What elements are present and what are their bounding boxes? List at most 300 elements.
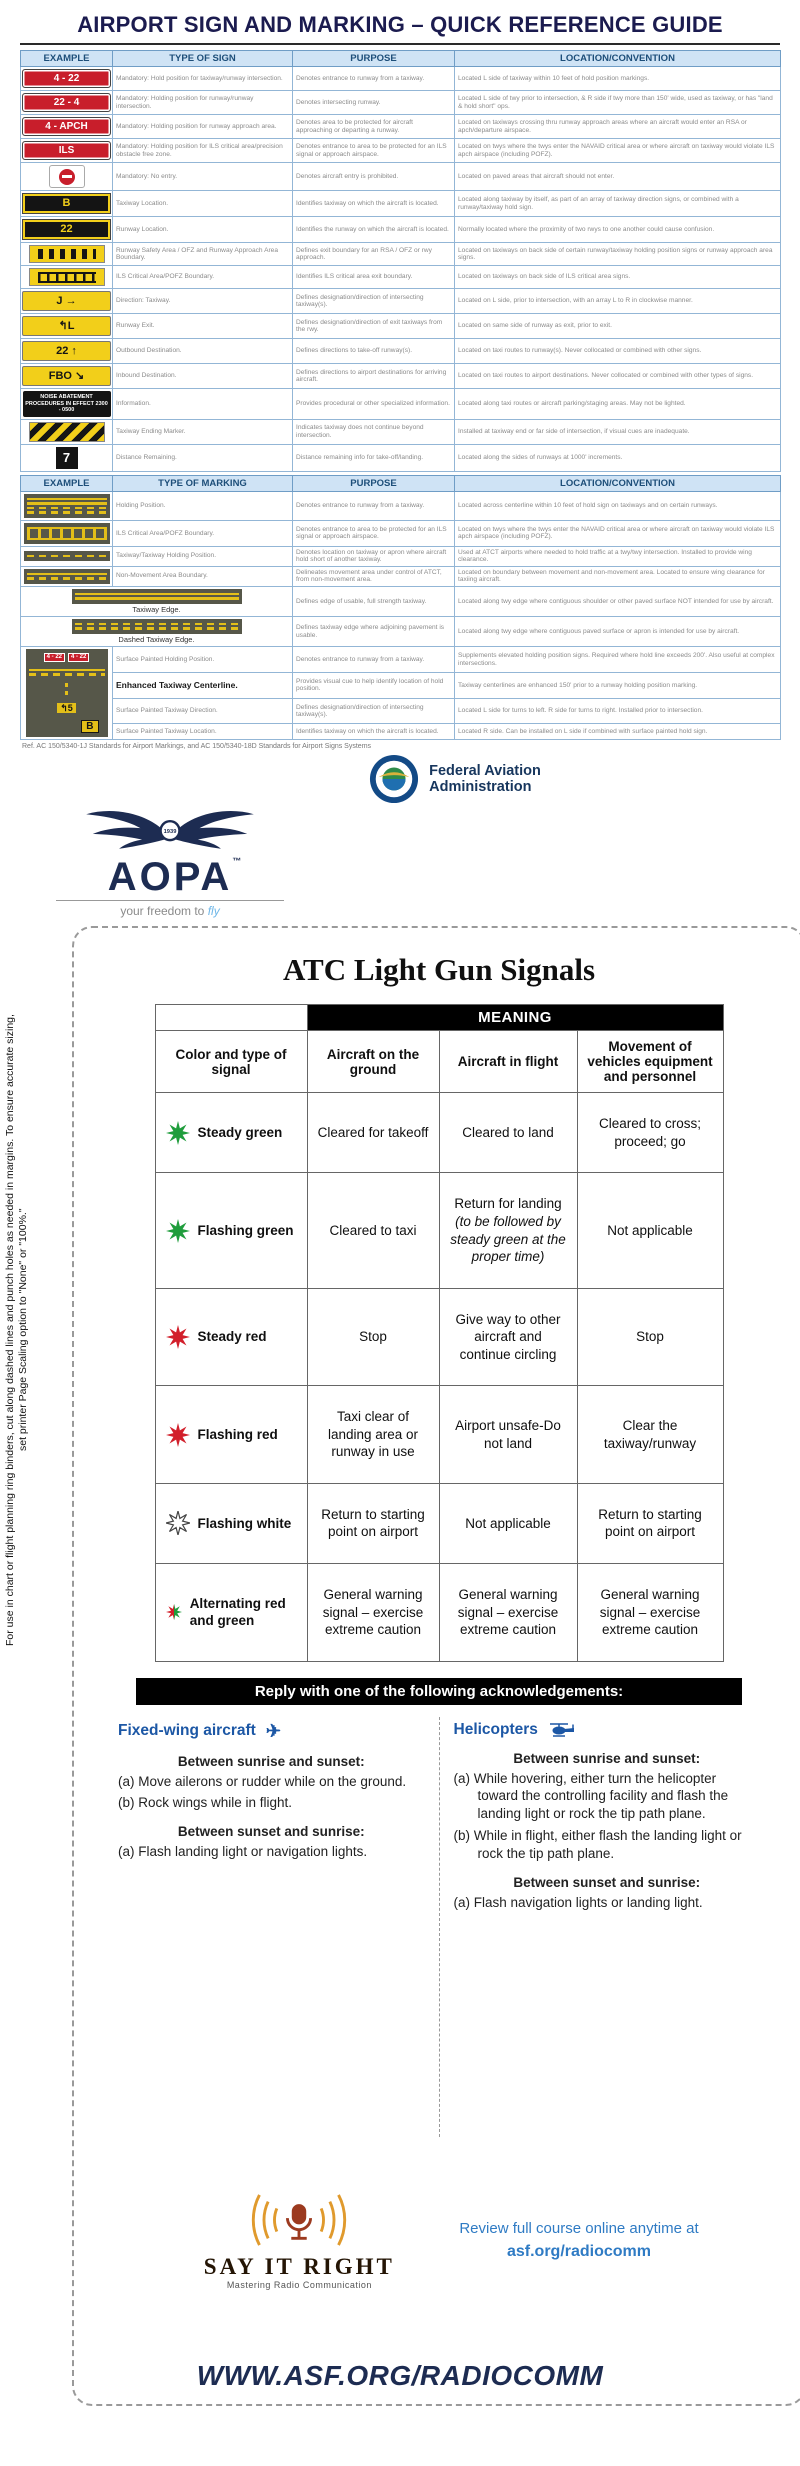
marking-caption: Dashed Taxiway Edge. [118,634,195,644]
ack-heading: Between sunset and sunrise: [513,1874,701,1890]
marking-purpose-cell: Denotes entrance to runway from a taxiway. [293,647,455,673]
sign-type-cell: Taxiway Ending Marker. [113,419,293,444]
signal-wrap [166,1121,301,1145]
no-entry-example [49,165,85,188]
sign-example-cell [21,67,113,91]
sign-text: NOISE ABATEMENT PROCEDURES IN EFFECT 2300 - 0500 [25,394,108,414]
helicopters-title-text: Helicopters [453,1720,538,1738]
sign-row [21,389,781,420]
sign-row [21,314,781,339]
marking-location-cell: Taxiway centerlines are enhanced 150' prior to a runway holding position marking. [455,672,781,698]
sign-location-cell: Located on L side, prior to intersection, with an array L to R in clockwise manner. [455,289,781,314]
sign-location-cell: Located on taxiways on back side of certain runway/taxiway holding position signs or runway approach area signs. [455,243,781,266]
sign-row [21,139,781,163]
footer-url-link[interactable]: WWW.ASF.ORG/RADIOCOMM [196,2360,604,2392]
sign-purpose-cell: Provides procedural or other specialized information. [293,389,455,420]
sign-row [21,289,781,314]
sign-purpose-cell: Defines directions to take-off runway(s). [293,339,455,364]
sign-text: ↰L [58,319,75,332]
sign-example-cell [21,91,113,115]
radio-waves-icon [179,2193,419,2247]
m-composite-example [26,649,108,737]
marking-line [27,507,107,510]
reference-note: Ref. AC 150/5340-1J Standards for Airport Markings, and AC 150/5340-18D Standards for Airport Signs Systems [22,743,372,751]
faa-name-line1: Federal Aviation [429,763,541,780]
signal-wrap [166,1511,301,1535]
cell-text: General warning signal – exercise extreme caution [599,1586,701,1638]
sign-example-cell [21,243,113,266]
marking-line [29,669,105,672]
helicopters-title [454,1721,761,1739]
sign-row [21,243,781,266]
sign-purpose-cell: Denotes entrance to runway from a taxiway. [293,67,455,91]
sign-purpose-cell: Distance remaining info for take-off/landing. [293,444,455,471]
review-text: Review full course online anytime at [459,2219,699,2237]
sign-row [21,217,781,243]
m-ils-example [24,523,110,544]
sign-location-cell: Located on taxi routes to airport destinations. Never collocated or combined with other types of signs. [455,364,781,389]
ack-heading: Between sunrise and sunset: [177,1753,365,1769]
marking-location-cell: Used at ATCT airports where needed to hold traffic at a twy/twy intersection. Installed to provide wing clearance. [455,546,781,566]
marking-location-cell: Located across centerline within 10 feet of hold sign on taxiways and on certain runways. [455,491,781,520]
sign-location-cell: Installed at taxiway end or far side of intersection, if visual cues are inadequate. [455,419,781,444]
marking-example-cell [21,546,113,566]
sign-text: 7 [62,449,71,465]
marking-example-cell [21,491,113,520]
m-dashedge-example [72,619,242,634]
painted-holding-sign: 4 - 22 [68,653,89,662]
painted-direction-marking: ↰5 [57,703,76,713]
marking-line [75,623,239,626]
aircraft-flight-cell [439,1386,577,1484]
marking-row [21,647,781,673]
marking-purpose-cell: Defines taxiway edge where adjoining pavement is usable. [293,616,455,646]
signal-star-icon [166,1325,190,1349]
sign-example-cell [21,139,113,163]
signal-type-cell [155,1093,307,1173]
sign-row [21,339,781,364]
cell-text: Cleared for takeoff [317,1125,429,1141]
loc-example [22,219,111,240]
aopa-logo [50,806,290,918]
marking-row [21,724,781,740]
marking-line [27,555,107,558]
marking-row [21,586,781,616]
sign-text: FBO ↘ [48,369,85,382]
aopa-wings-icon [62,806,278,852]
signal-label: Flashing white [197,1515,292,1531]
m-holding-example [24,494,110,518]
sign-location-cell: Located on taxiways on back side of ILS critical area signs. [455,266,781,289]
sign-row [21,266,781,289]
marking-line [27,511,107,514]
marking-location-cell: Located along twy edge where contiguous paved surface or apron is intended for use by aircraft. [455,616,781,646]
distance-example [56,447,78,469]
vehicles-cell [577,1483,723,1563]
sign-type-cell: Distance Remaining. [113,444,293,471]
aopa-tagline [50,904,290,918]
sign-type-cell: Direction: Taxiway. [113,289,293,314]
sign-row [21,444,781,471]
sign-location-cell: Located along taxi routes or aircraft parking/staging areas. May not be lighted. [455,389,781,420]
aircraft-ground-cell [307,1563,439,1661]
signal-type-cell [155,1386,307,1484]
signs-header-location: LOCATION/CONVENTION [455,51,781,67]
sign-type-cell: Taxiway Location. [113,191,293,217]
sign-type-cell: Outbound Destination. [113,339,293,364]
faa-name-line2: Administration [429,779,532,796]
cell-text: Clear the taxiway/runway [603,1418,697,1451]
sign-purpose-cell: Defines designation/direction of intersecting taxiway(s). [293,289,455,314]
sign-example-cell [21,115,113,139]
marking-type-cell: Surface Painted Taxiway Direction. [113,698,293,724]
sign-purpose-cell: Defines designation/direction of exit taxiways from the rwy. [293,314,455,339]
atc-light-gun-card [72,926,800,2406]
sign-location-cell: Located on twys where the twys enter the NAVAID critical area or where aircraft on taxiway would violate ILS apch airspace (including POFZ). [455,139,781,163]
yellow-example [22,291,111,311]
red-example [22,69,111,88]
marking-line [27,502,107,505]
aopa-wordmark-text: AOPA [107,855,233,900]
red-example [22,141,111,160]
reply-instructions-bar: Reply with one of the following acknowledgements: [136,1678,742,1705]
signal-wrap [166,1595,301,1630]
sign-type-cell: Runway Safety Area / OFZ and Runway Approach Area Boundary. [113,243,293,266]
signs-header-example: EXAMPLE [21,51,113,67]
cell-text: Cleared to taxi [329,1222,417,1238]
sign-type-cell: Mandatory: No entry. [113,163,293,191]
sign-purpose-cell: Defines directions to airport destinations for arriving aircraft. [293,364,455,389]
signal-wrap [166,1423,301,1447]
marking-type-cell: Surface Painted Taxiway Location. [113,724,293,740]
sign-purpose-cell: Denotes aircraft entry is prohibited. [293,163,455,191]
sign-purpose-cell: Denotes area to be protected for aircraft approaching or departing a runway. [293,115,455,139]
vehicles-cell [577,1563,723,1661]
say-it-right-wordmark: SAY IT RIGHT [203,2253,395,2279]
fixed-wing-title-text: Fixed-wing aircraft [118,1722,256,1740]
marking-example-cell [21,616,293,646]
helicopter-icon [548,1722,576,1737]
no-entry-circle [59,169,75,185]
cell-text: Return for landing [454,1196,562,1212]
marking-row [21,616,781,646]
aopa-tagline-text: your freedom to [120,904,208,919]
marking-line [75,593,239,596]
fixed-wing-column [104,1717,439,2137]
vehicles-cell [577,1386,723,1484]
sign-example-cell [21,389,113,420]
light-gun-row [155,1483,723,1563]
meaning-header: MEANING [307,1005,723,1031]
aircraft-flight-cell [439,1093,577,1173]
faa-seal-icon [369,754,419,804]
sign-text: J → [56,294,77,307]
cell-text: Taxi clear of landing area or runway in use [327,1409,419,1460]
sign-type-cell: Runway Exit. [113,314,293,339]
red-example [22,117,111,136]
fixed-wing-instructions [118,1754,425,1861]
cell-text: Give way to other aircraft and continue circling [455,1311,561,1362]
sign-location-cell: Located along taxiway by itself, as part of an array of taxiway direction signs, or combined with a runway/taxiway hold sign. [455,191,781,217]
ack-item: (a) Flash navigation lights or landing light. [453,1894,703,1910]
no-entry-bar [62,175,72,178]
light-gun-row [155,1563,723,1661]
review-url-link[interactable]: asf.org/radiocomm [506,2243,651,2261]
sign-text: 22 [60,223,73,236]
helicopters-column [439,1717,775,2137]
sign-type-cell: Runway Location. [113,217,293,243]
markings-header-purpose: PURPOSE [293,475,455,491]
sign-example-cell [21,314,113,339]
marking-purpose-cell: Delineates movement area under control of ATCT, from non-movement area. [293,566,455,586]
sign-row [21,91,781,115]
marking-location-cell: Located R side. Can be installed on L side if combined with surface painted hold sign. [455,724,781,740]
aopa-wordmark [107,855,245,900]
sign-location-cell: Located along the sides of runways at 1000' increments. [455,444,781,471]
signal-wrap [166,1219,301,1243]
marking-example-cell [21,520,113,546]
aircraft-flight-cell [439,1173,577,1288]
cell-text: General warning signal – exercise extreme caution [457,1586,559,1638]
painted-location-marking: B [81,720,98,733]
holding-lines [29,669,105,676]
marking-type-cell: ILS Critical Area/POFZ Boundary. [113,520,293,546]
signal-wrap [166,1325,301,1349]
sign-purpose-cell: Denotes entrance to area to be protected for an ILS signal or approach airspace. [293,139,455,163]
cell-note: (to be followed by steady green at the proper time) [450,1213,566,1265]
marking-location-cell: Located on twys where the twys enter the NAVAID critical area or where aircraft on taxiway would violate ILS apch airspace (including POFZ). [455,520,781,546]
sign-type-cell: Information. [113,389,293,420]
faa-name [429,763,541,795]
signal-type-cell [155,1483,307,1563]
ack-item: (a) Flash landing light or navigation lights. [118,1844,368,1860]
m-nonmove-example [24,569,110,584]
cell-text: Return to starting point on airport [598,1506,702,1540]
ack-item: (a) Move ailerons or rudder while on the ground. [118,1773,407,1789]
sign-example-cell [21,217,113,243]
sign-purpose-cell: Denotes intersecting runway. [293,91,455,115]
cell-text: Stop [636,1329,664,1345]
aopa-divider [56,900,284,901]
marking-purpose-cell: Defines edge of usable, full strength taxiway. [293,586,455,616]
sign-example-cell [21,444,113,471]
sign-purpose-cell: Defines exit boundary for an RSA / OFZ or rwy approach. [293,243,455,266]
aircraft-ground-cell [307,1483,439,1563]
m-edge-example [72,589,242,604]
card-footer [100,2193,778,2290]
marking-row [21,672,781,698]
sign-row [21,115,781,139]
column-header-row [155,1031,723,1093]
marking-purpose-cell: Defines designation/direction of intersecting taxiway(s). [293,698,455,724]
sign-text: 4 - 22 [53,72,80,84]
sign-type-cell: Mandatory: Holding position for runway approach area. [113,115,293,139]
marking-type-cell: Enhanced Taxiway Centerline. [113,672,293,698]
aircraft-ground-cell [307,1386,439,1484]
sign-row [21,67,781,91]
markings-header-type: TYPE OF MARKING [113,475,293,491]
marking-example-cell [21,566,113,586]
vehicles-column-header: Movement of vehicles equipment and personnel [577,1031,723,1093]
fixed-wing-title [118,1721,425,1742]
sign-example-cell [21,289,113,314]
signal-label: Flashing red [197,1426,278,1442]
ack-item: (a) While hovering, either turn the helicopter toward the controlling facility and flash the landing light or rock the tip path plane. [453,1770,729,1822]
aircraft-flight-cell [439,1483,577,1563]
sign-location-cell: Located on same side of runway as exit, prior to exit. [455,314,781,339]
sign-text: ILS [58,144,75,156]
vehicles-cell [577,1093,723,1173]
cell-text: Cleared to land [462,1125,554,1141]
marking-line [75,597,239,600]
sign-location-cell: Located on paved areas that aircraft should not enter. [455,163,781,191]
marking-line [27,573,107,576]
print-instructions-sidebar: For use in chart or flight planning ring binders, cut along dashed lines and punch holes as needed in margins. To ensure accurate sizing, set printer Page Scaling option to "None" or "100%." [4,1014,30,1646]
rsa-example [29,245,105,263]
sign-example-cell [21,191,113,217]
signal-star-icon [166,1121,190,1145]
aopa-tagline-accent: fly [207,904,220,919]
signal-star-icon [166,1511,190,1535]
aircraft-flight-cell [439,1563,577,1661]
helicopters-instructions [454,1751,761,1912]
cell-text: Airport unsafe-Do not land [455,1418,561,1451]
cell-text: Stop [359,1329,387,1345]
acknowledgements-section [100,1717,778,2137]
marking-row [21,520,781,546]
sign-location-cell: Located L side of taxiway within 10 feet of hold position markings. [455,67,781,91]
flight-column-header: Aircraft in flight [439,1031,577,1093]
marking-line [27,577,107,580]
signal-label: Steady red [197,1329,267,1345]
markings-header-location: LOCATION/CONVENTION [455,475,781,491]
sign-row [21,419,781,444]
atc-card-title: ATC Light Gun Signals [282,952,596,988]
light-gun-table [155,1004,724,1661]
aopa-trademark: ™ [232,856,245,867]
airplane-icon: ✈ [265,1720,281,1741]
sign-example-cell [21,339,113,364]
markings-table [20,475,781,741]
signal-star-icon [166,1600,182,1624]
signal-column-header: Color and type of signal [155,1031,307,1093]
marking-line [27,498,107,501]
sign-location-cell: Normally located where the proximity of two rwys to one another could cause confusion. [455,217,781,243]
cell-text: Cleared to cross; proceed; go [598,1116,702,1149]
marking-caption: Taxiway Edge. [132,604,181,614]
sign-location-cell: Located on taxiways crossing thru runway approach areas where an aircraft would enter an RSA or apch/departure airspace. [455,115,781,139]
signal-type-cell [155,1288,307,1386]
cell-text: Not applicable [465,1515,551,1531]
marking-location-cell: Located along twy edge where contiguous shoulder or other paved surface NOT intended for use by aircraft. [455,586,781,616]
aircraft-flight-cell [439,1288,577,1386]
light-gun-row [155,1288,723,1386]
ack-heading: Between sunrise and sunset: [513,1750,701,1766]
markings-header-row [21,475,781,491]
marking-row [21,698,781,724]
sign-type-cell: Mandatory: Holding position for ILS critical area/precision obstacle free zone. [113,139,293,163]
sign-location-cell: Located on taxi routes to runway(s). Never collocated or combined with other signs. [455,339,781,364]
light-gun-row [155,1386,723,1484]
yellow-example [22,341,111,361]
say-it-right-logo [179,2193,419,2290]
aircraft-ground-cell [307,1173,439,1288]
sign-location-cell: Located L side of twy prior to intersection, & R side if twy more than 150' wide, used as taxiway, or has "land & hold short" ops. [455,91,781,115]
sign-text: 22 ↑ [56,344,77,357]
sign-row [21,191,781,217]
marking-purpose-cell: Denotes entrance to runway from a taxiway. [293,491,455,520]
marking-line [75,627,239,630]
signs-header-purpose: PURPOSE [293,51,455,67]
marking-location-cell: Located on boundary between movement and non-movement area. Located to ensure wing clearance for taxiing aircraft. [455,566,781,586]
sign-purpose-cell: Identifies ILS critical area exit boundary. [293,266,455,289]
light-gun-row [155,1093,723,1173]
ils-ladder-example [29,268,105,286]
signal-label: Alternating red and green [189,1595,286,1629]
blank-header-cell [155,1005,307,1031]
yellow-example [22,366,111,386]
sign-type-cell: ILS Critical Area/POFZ Boundary. [113,266,293,289]
signal-type-cell [155,1563,307,1661]
loc-example [22,193,111,214]
signal-star-icon [166,1219,190,1243]
ack-item: (b) Rock wings while in flight. [118,1795,293,1811]
painted-holding-signs [44,653,90,662]
vehicles-cell [577,1173,723,1288]
markings-header-example: EXAMPLE [21,475,113,491]
marking-row [21,546,781,566]
cell-text: Not applicable [607,1222,693,1238]
sign-type-cell: Inbound Destination. [113,364,293,389]
sign-row [21,364,781,389]
marking-type-cell: Non-Movement Area Boundary. [113,566,293,586]
info-example [23,391,111,417]
sign-row [21,163,781,191]
marking-row [21,491,781,520]
sign-text: B [62,197,71,210]
aopa-badge-year: 1939 [163,829,177,836]
marking-type-cell: Holding Position. [113,491,293,520]
cell-text: Return to starting point on airport [321,1506,425,1540]
aircraft-ground-cell [307,1093,439,1173]
meaning-header-row [155,1005,723,1031]
say-it-right-subtitle: Mastering Radio Communication [226,2279,372,2290]
signs-header-type: TYPE OF SIGN [113,51,293,67]
sign-purpose-cell: Identifies the runway on which the aircraft is located. [293,217,455,243]
marking-purpose-cell: Denotes location on taxiway or apron where aircraft hold short of another taxiway. [293,546,455,566]
faa-logo [75,754,800,804]
signal-star-icon [166,1423,190,1447]
ack-item: (b) While in flight, either flash the landing light or rock the tip path plane. [453,1828,742,1861]
red-example [22,93,111,112]
signal-type-cell [155,1173,307,1288]
marking-line [29,673,105,676]
sign-text: 4 - APCH [45,120,88,132]
marking-location-cell: Located L side for turns to left. R side for turns to right. Installed prior to intersection. [455,698,781,724]
marking-type-cell: Surface Painted Holding Position. [113,647,293,673]
marking-purpose-cell: Denotes entrance to area to be protected for an ILS signal or approach airspace. [293,520,455,546]
marking-example-cell [21,647,113,740]
sign-example-cell [21,163,113,191]
sign-example-cell [21,364,113,389]
sign-type-cell: Mandatory: Hold position for taxiway/runway intersection. [113,67,293,91]
marking-purpose-cell: Identifies taxiway on which the aircraft is located. [293,724,455,740]
sign-example-cell [21,266,113,289]
light-gun-row [155,1173,723,1288]
cell-text: General warning signal – exercise extreme caution [322,1586,424,1638]
signs-header-row [21,51,781,67]
review-note [459,2218,698,2265]
